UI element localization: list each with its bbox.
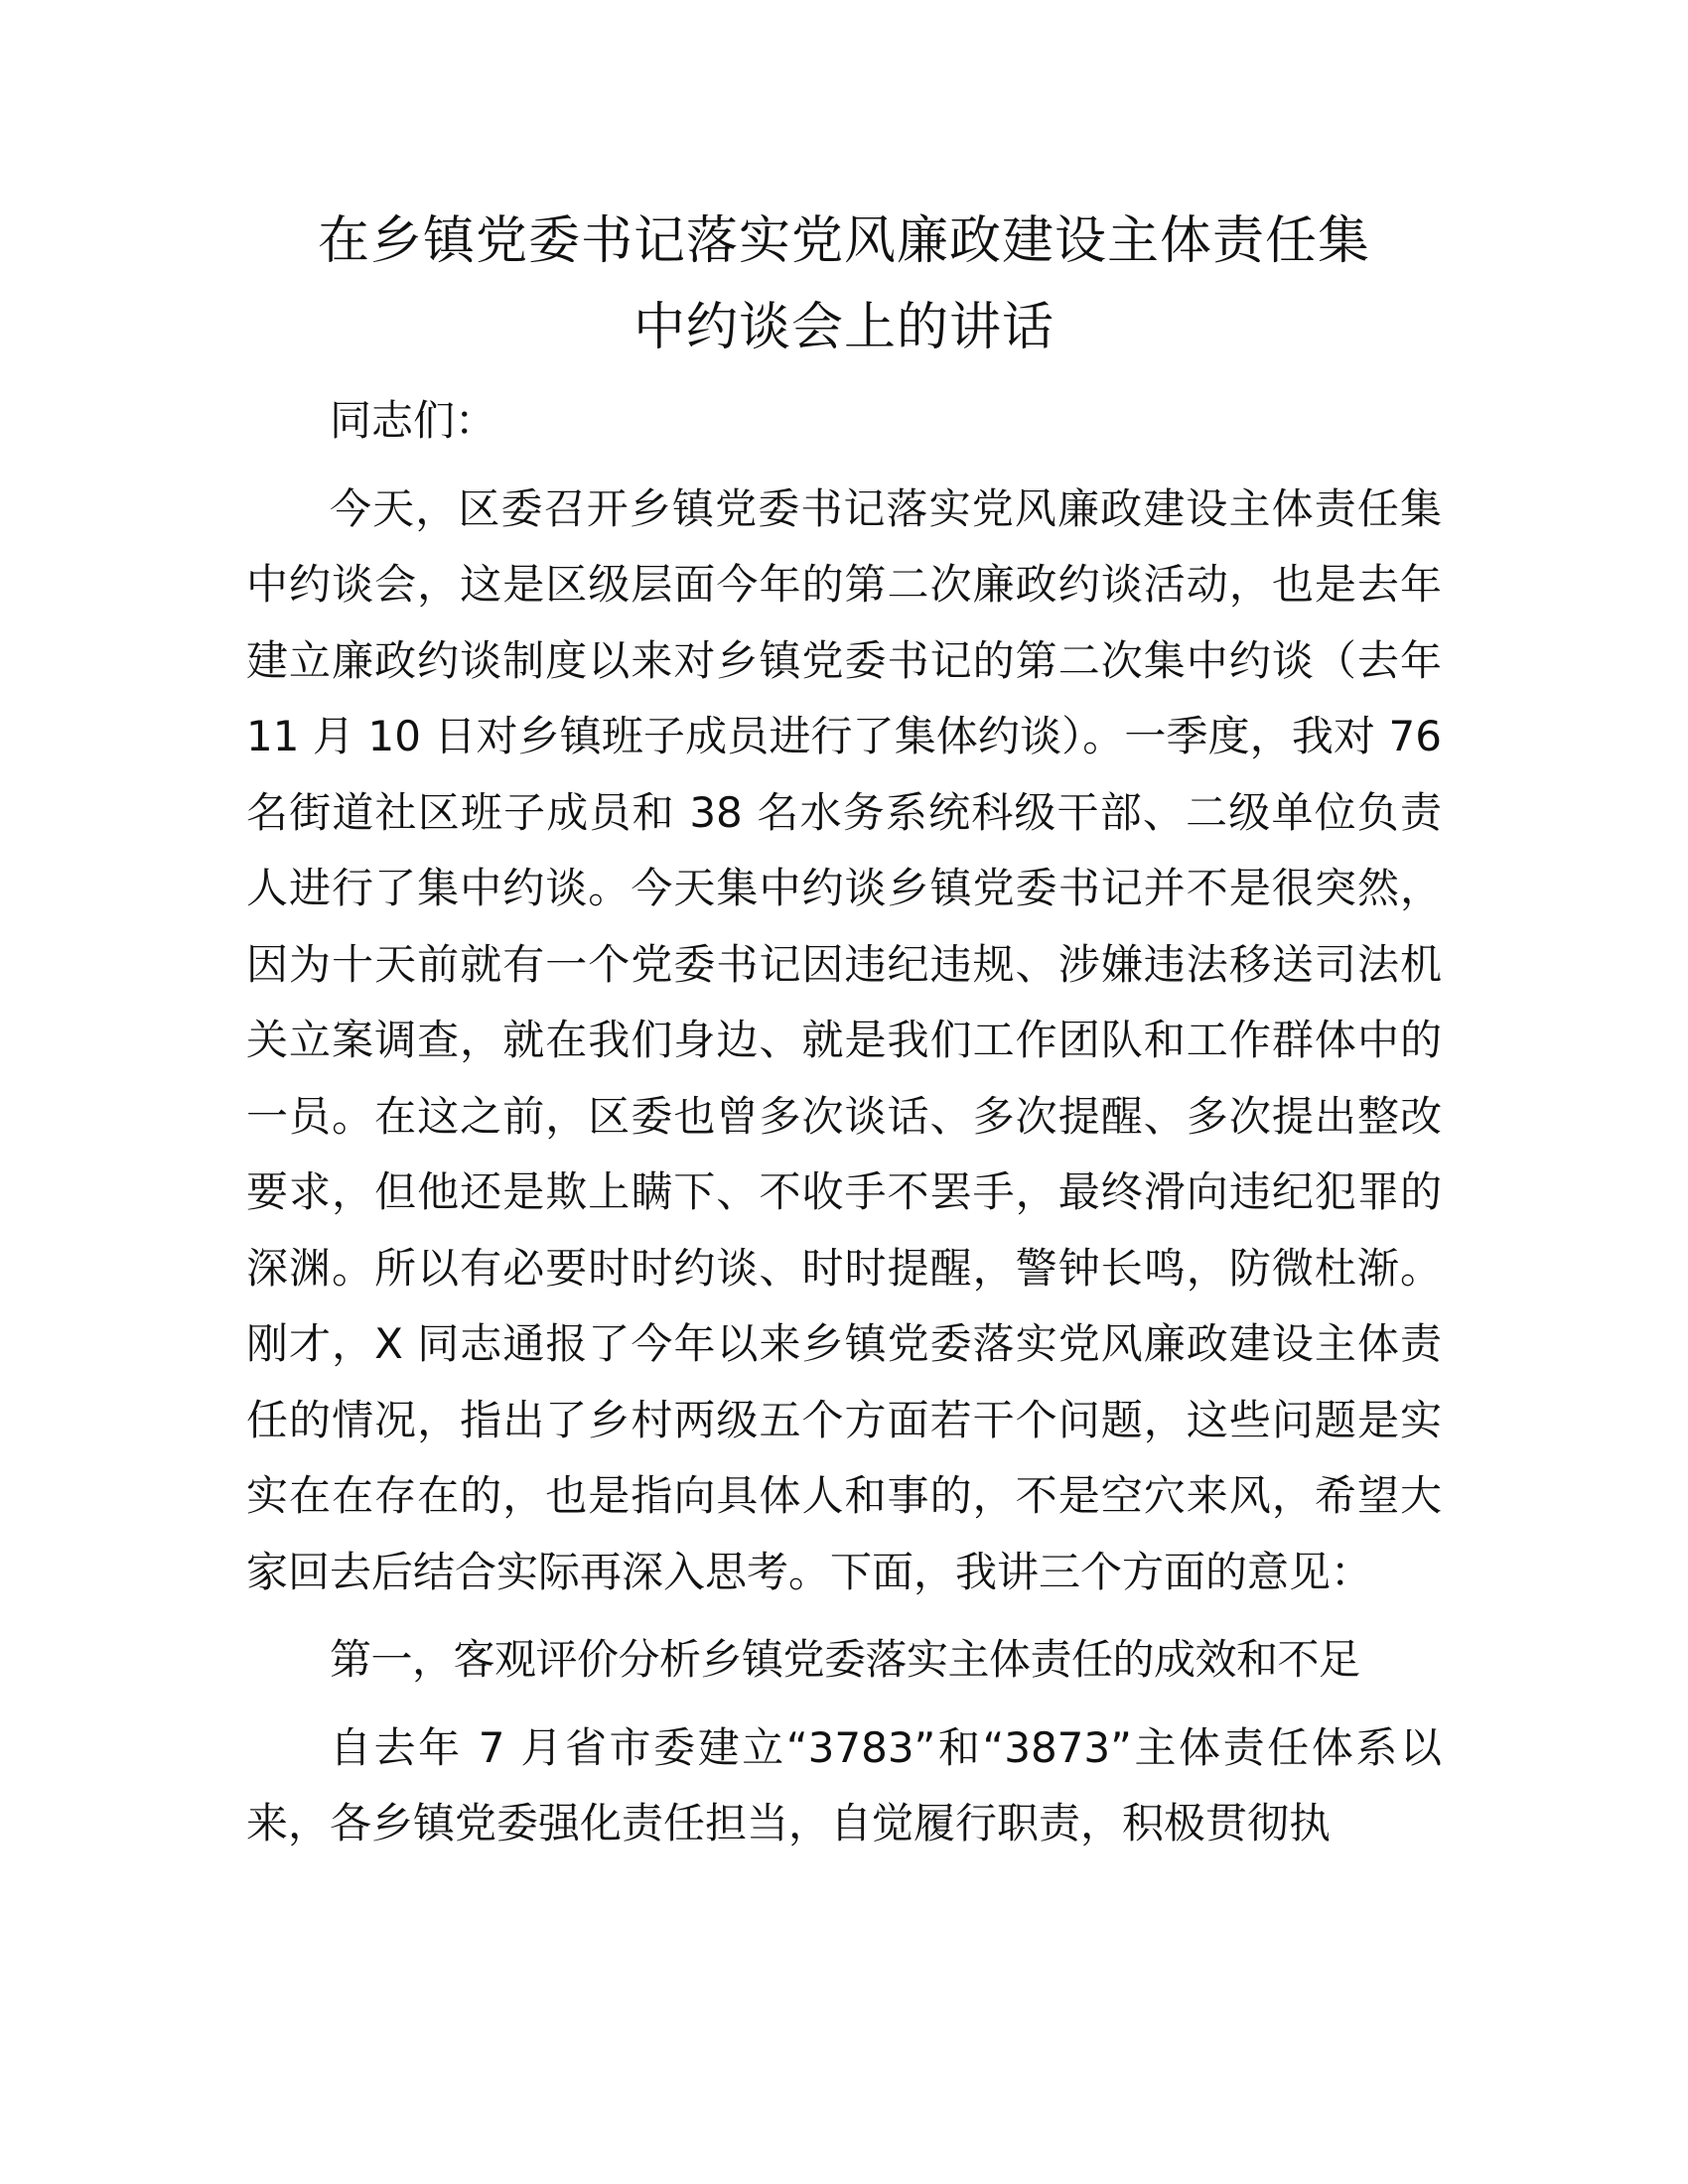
- document-title: [246, 199, 1442, 371]
- paragraph-1: 今天，区委召开乡镇党委书记落实党风廉政建设主体责任集中约谈会，这是区级层面今年的第二次廉政约谈活动，也是去年建立廉政约谈制度以来对乡镇党委书记的第二次集中约谈（去年 11 月 10 日对乡镇班子成员进行了集体约谈）。一季度，我对 76 名街道社区班子成员和 38 名水务系统科级干部、二级单位负责人进行了集中约谈。今天集中约谈乡镇党委书记并不是很突然，因为十天前就有一个党委书记因违纪违规、涉嫌违法移送司法机关立案调查，就在我们身边、就是我们工作团队和工作群体中的一员。在这之前，区委也曾多次谈话、多次提醒、多次提出整改要求，但他还是欺上瞒下、不收手不罢手，最终滑向违纪犯罪的深渊。所以有必要时时约谈、时时提醒，警钟长鸣，防微杜渐。刚才，X 同志通报了今年以来乡镇党委落实党风廉政建设主体责任的情况，指出了乡村两级五个方面若干个问题，这些问题是实实在在存在的，也是指向具体人和事的，不是空穴来风，希望大家回去后结合实际再深入思考。下面，我讲三个方面的意见：: [246, 483, 1442, 1596]
- document-body: [246, 383, 1442, 1862]
- title-line-2: 中约谈会上的讲话: [633, 298, 1055, 357]
- salutation: 同志们：: [330, 396, 497, 445]
- section-heading-1: 第一，客观评价分析乡镇党委落实主体责任的成效和不足: [330, 1635, 1360, 1684]
- paragraph-2: 自去年 7 月省市委建立“3783”和“3873”主体责任体系以来，各乡镇党委强化责任担当，自觉履行职责，积极贯彻执: [246, 1722, 1442, 1847]
- title-line-1: 在乡镇党委书记落实党风廉政建设主体责任集: [317, 211, 1370, 271]
